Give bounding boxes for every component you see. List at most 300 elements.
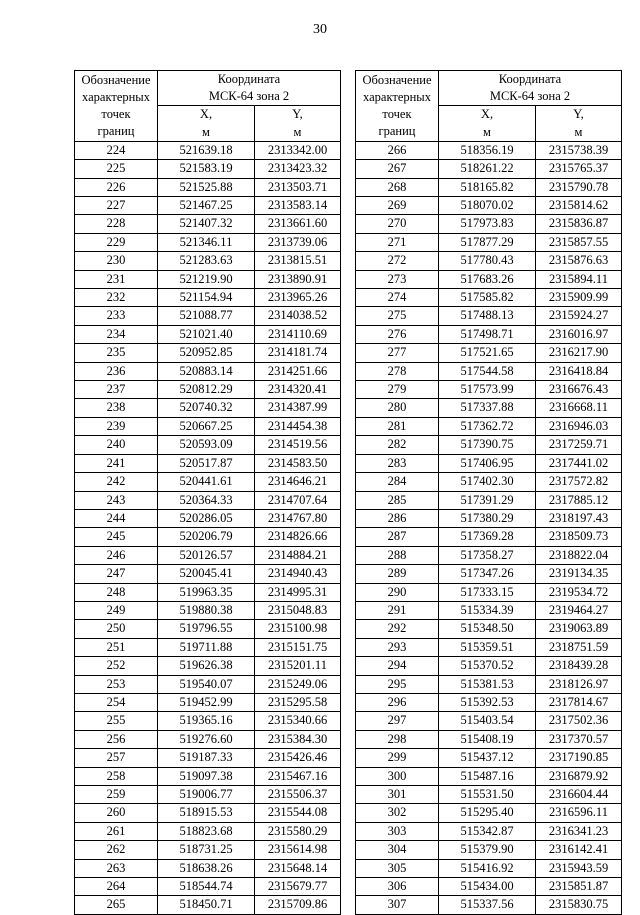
x-coordinate-cell: 517369.28 xyxy=(439,528,536,546)
table-row xyxy=(356,362,622,380)
y-coordinate-cell: 2315614.98 xyxy=(255,841,341,859)
table-row xyxy=(75,675,341,693)
x-coordinate-cell: 515392.53 xyxy=(439,693,536,711)
table-row xyxy=(356,528,622,546)
table-row xyxy=(356,546,622,564)
x-coordinate-cell: 521346.11 xyxy=(158,233,255,251)
table-row xyxy=(75,841,341,859)
header-y: Y, xyxy=(536,106,622,124)
y-coordinate-cell: 2315506.37 xyxy=(255,786,341,804)
table-row xyxy=(356,565,622,583)
point-id-cell: 282 xyxy=(356,436,439,454)
header-x: X, xyxy=(158,106,255,124)
table-row xyxy=(75,767,341,785)
table-row xyxy=(75,362,341,380)
y-coordinate-cell: 2318509.73 xyxy=(536,528,622,546)
point-id-cell: 257 xyxy=(75,749,158,767)
table-row xyxy=(75,712,341,730)
x-coordinate-cell: 517573.99 xyxy=(439,381,536,399)
table-row xyxy=(356,675,622,693)
point-id-cell: 234 xyxy=(75,325,158,343)
point-id-cell: 301 xyxy=(356,786,439,804)
x-coordinate-cell: 517333.15 xyxy=(439,583,536,601)
table-row xyxy=(75,325,341,343)
x-coordinate-cell: 517402.30 xyxy=(439,473,536,491)
point-id-cell: 247 xyxy=(75,565,158,583)
table-row xyxy=(356,841,622,859)
y-coordinate-cell: 2314583.50 xyxy=(255,454,341,472)
point-id-cell: 306 xyxy=(356,878,439,896)
header-coordinate: Координата МСК-64 зона 2 xyxy=(439,71,622,106)
point-id-cell: 274 xyxy=(356,289,439,307)
point-id-cell: 228 xyxy=(75,215,158,233)
point-id-cell: 271 xyxy=(356,233,439,251)
table-row xyxy=(75,436,341,454)
table-row xyxy=(75,307,341,325)
y-coordinate-cell: 2319534.72 xyxy=(536,583,622,601)
x-coordinate-cell: 517337.88 xyxy=(439,399,536,417)
x-coordinate-cell: 517362.72 xyxy=(439,417,536,435)
point-id-cell: 252 xyxy=(75,657,158,675)
y-coordinate-cell: 2317814.67 xyxy=(536,693,622,711)
x-coordinate-cell: 518165.82 xyxy=(439,178,536,196)
x-coordinate-cell: 520812.29 xyxy=(158,381,255,399)
y-coordinate-cell: 2315894.11 xyxy=(536,270,622,288)
point-id-cell: 280 xyxy=(356,399,439,417)
y-coordinate-cell: 2315943.59 xyxy=(536,859,622,877)
y-coordinate-cell: 2319063.89 xyxy=(536,620,622,638)
y-coordinate-cell: 2315851.87 xyxy=(536,878,622,896)
x-coordinate-cell: 515416.92 xyxy=(439,859,536,877)
x-coordinate-cell: 515359.51 xyxy=(439,638,536,656)
header-y-unit: м xyxy=(536,123,622,141)
point-id-cell: 238 xyxy=(75,399,158,417)
point-id-cell: 243 xyxy=(75,491,158,509)
table-row xyxy=(75,546,341,564)
table-row xyxy=(356,859,622,877)
y-coordinate-cell: 2315384.30 xyxy=(255,730,341,748)
table-row xyxy=(75,215,341,233)
point-id-cell: 262 xyxy=(75,841,158,859)
header-y-unit: м xyxy=(255,123,341,141)
point-id-cell: 225 xyxy=(75,160,158,178)
x-coordinate-cell: 517544.58 xyxy=(439,362,536,380)
point-id-cell: 229 xyxy=(75,233,158,251)
y-coordinate-cell: 2315909.99 xyxy=(536,289,622,307)
point-id-cell: 258 xyxy=(75,767,158,785)
y-coordinate-cell: 2314995.31 xyxy=(255,583,341,601)
table-row xyxy=(356,381,622,399)
point-id-cell: 281 xyxy=(356,417,439,435)
point-id-cell: 266 xyxy=(356,141,439,159)
table-row xyxy=(75,859,341,877)
x-coordinate-cell: 519963.35 xyxy=(158,583,255,601)
point-id-cell: 297 xyxy=(356,712,439,730)
y-coordinate-cell: 2315151.75 xyxy=(255,638,341,656)
y-coordinate-cell: 2314454.38 xyxy=(255,417,341,435)
x-coordinate-cell: 518823.68 xyxy=(158,822,255,840)
x-coordinate-cell: 517683.26 xyxy=(439,270,536,288)
x-coordinate-cell: 515381.53 xyxy=(439,675,536,693)
x-coordinate-cell: 515342.87 xyxy=(439,822,536,840)
y-coordinate-cell: 2314320.41 xyxy=(255,381,341,399)
y-coordinate-cell: 2313423.32 xyxy=(255,160,341,178)
table-row xyxy=(75,804,341,822)
y-coordinate-cell: 2317502.36 xyxy=(536,712,622,730)
y-coordinate-cell: 2316418.84 xyxy=(536,362,622,380)
x-coordinate-cell: 519276.60 xyxy=(158,730,255,748)
x-coordinate-cell: 515337.56 xyxy=(439,896,536,914)
x-coordinate-cell: 520667.25 xyxy=(158,417,255,435)
y-coordinate-cell: 2314110.69 xyxy=(255,325,341,343)
point-id-cell: 302 xyxy=(356,804,439,822)
table-row xyxy=(75,509,341,527)
y-coordinate-cell: 2315836.87 xyxy=(536,215,622,233)
header-point-name: Обозначение характерных точек границ xyxy=(356,71,439,142)
table-row xyxy=(75,197,341,215)
y-coordinate-cell: 2315857.55 xyxy=(536,233,622,251)
y-coordinate-cell: 2313661.60 xyxy=(255,215,341,233)
x-coordinate-cell: 518450.71 xyxy=(158,896,255,914)
table-row xyxy=(75,473,341,491)
point-id-cell: 256 xyxy=(75,730,158,748)
x-coordinate-cell: 521154.94 xyxy=(158,289,255,307)
x-coordinate-cell: 521467.25 xyxy=(158,197,255,215)
y-coordinate-cell: 2314884.21 xyxy=(255,546,341,564)
table-row xyxy=(75,878,341,896)
y-coordinate-cell: 2313503.71 xyxy=(255,178,341,196)
x-coordinate-cell: 515334.39 xyxy=(439,601,536,619)
table-row xyxy=(356,197,622,215)
point-id-cell: 226 xyxy=(75,178,158,196)
point-id-cell: 236 xyxy=(75,362,158,380)
header-coordinate: Координата МСК-64 зона 2 xyxy=(158,71,341,106)
table-row xyxy=(75,270,341,288)
x-coordinate-cell: 517380.29 xyxy=(439,509,536,527)
table-row xyxy=(75,454,341,472)
table-row xyxy=(75,417,341,435)
point-id-cell: 290 xyxy=(356,583,439,601)
y-coordinate-cell: 2314826.66 xyxy=(255,528,341,546)
x-coordinate-cell: 520740.32 xyxy=(158,399,255,417)
point-id-cell: 239 xyxy=(75,417,158,435)
x-coordinate-cell: 518356.19 xyxy=(439,141,536,159)
x-coordinate-cell: 520206.79 xyxy=(158,528,255,546)
point-id-cell: 285 xyxy=(356,491,439,509)
y-coordinate-cell: 2319464.27 xyxy=(536,601,622,619)
point-id-cell: 244 xyxy=(75,509,158,527)
y-coordinate-cell: 2315201.11 xyxy=(255,657,341,675)
x-coordinate-cell: 519365.16 xyxy=(158,712,255,730)
x-coordinate-cell: 518638.26 xyxy=(158,859,255,877)
table-row xyxy=(75,620,341,638)
point-id-cell: 264 xyxy=(75,878,158,896)
header-point-name: Обозначение характерных точек границ xyxy=(75,71,158,142)
y-coordinate-cell: 2317190.85 xyxy=(536,749,622,767)
x-coordinate-cell: 515531.50 xyxy=(439,786,536,804)
point-id-cell: 289 xyxy=(356,565,439,583)
coordinates-table-right xyxy=(355,70,622,915)
point-id-cell: 270 xyxy=(356,215,439,233)
table-row xyxy=(75,657,341,675)
x-coordinate-cell: 517358.27 xyxy=(439,546,536,564)
table-row xyxy=(356,270,622,288)
table-row xyxy=(356,601,622,619)
y-coordinate-cell: 2313815.51 xyxy=(255,252,341,270)
y-coordinate-cell: 2317441.02 xyxy=(536,454,622,472)
y-coordinate-cell: 2314940.43 xyxy=(255,565,341,583)
x-coordinate-cell: 520593.09 xyxy=(158,436,255,454)
y-coordinate-cell: 2316676.43 xyxy=(536,381,622,399)
table-row xyxy=(75,638,341,656)
x-coordinate-cell: 518915.53 xyxy=(158,804,255,822)
table-row xyxy=(356,215,622,233)
table-row xyxy=(75,583,341,601)
point-id-cell: 253 xyxy=(75,675,158,693)
table-row xyxy=(356,620,622,638)
point-id-cell: 232 xyxy=(75,289,158,307)
x-coordinate-cell: 517406.95 xyxy=(439,454,536,472)
x-coordinate-cell: 515408.19 xyxy=(439,730,536,748)
table-row xyxy=(75,399,341,417)
y-coordinate-cell: 2315295.58 xyxy=(255,693,341,711)
y-coordinate-cell: 2316879.92 xyxy=(536,767,622,785)
x-coordinate-cell: 519187.33 xyxy=(158,749,255,767)
y-coordinate-cell: 2317572.82 xyxy=(536,473,622,491)
table-row xyxy=(75,693,341,711)
point-id-cell: 259 xyxy=(75,786,158,804)
x-coordinate-cell: 519796.55 xyxy=(158,620,255,638)
point-id-cell: 278 xyxy=(356,362,439,380)
point-id-cell: 242 xyxy=(75,473,158,491)
point-id-cell: 240 xyxy=(75,436,158,454)
point-id-cell: 287 xyxy=(356,528,439,546)
table-row xyxy=(75,601,341,619)
table-row xyxy=(356,491,622,509)
x-coordinate-cell: 521283.63 xyxy=(158,252,255,270)
header-y: Y, xyxy=(255,106,341,124)
header-x-unit: м xyxy=(439,123,536,141)
point-id-cell: 284 xyxy=(356,473,439,491)
x-coordinate-cell: 519452.99 xyxy=(158,693,255,711)
point-id-cell: 263 xyxy=(75,859,158,877)
point-id-cell: 230 xyxy=(75,252,158,270)
x-coordinate-cell: 520883.14 xyxy=(158,362,255,380)
point-id-cell: 233 xyxy=(75,307,158,325)
table-row xyxy=(356,657,622,675)
table-row xyxy=(356,767,622,785)
x-coordinate-cell: 520045.41 xyxy=(158,565,255,583)
x-coordinate-cell: 521639.18 xyxy=(158,141,255,159)
table-row xyxy=(356,436,622,454)
x-coordinate-cell: 521021.40 xyxy=(158,325,255,343)
y-coordinate-cell: 2315648.14 xyxy=(255,859,341,877)
point-id-cell: 300 xyxy=(356,767,439,785)
point-id-cell: 249 xyxy=(75,601,158,619)
point-id-cell: 288 xyxy=(356,546,439,564)
y-coordinate-cell: 2315467.16 xyxy=(255,767,341,785)
x-coordinate-cell: 519097.38 xyxy=(158,767,255,785)
point-id-cell: 293 xyxy=(356,638,439,656)
y-coordinate-cell: 2317370.57 xyxy=(536,730,622,748)
y-coordinate-cell: 2316604.44 xyxy=(536,786,622,804)
coordinates-table-left xyxy=(74,70,341,915)
point-id-cell: 265 xyxy=(75,896,158,914)
x-coordinate-cell: 517498.71 xyxy=(439,325,536,343)
table-row xyxy=(356,878,622,896)
table-row xyxy=(356,417,622,435)
table-row xyxy=(356,289,622,307)
table-row xyxy=(356,325,622,343)
point-id-cell: 269 xyxy=(356,197,439,215)
point-id-cell: 307 xyxy=(356,896,439,914)
point-id-cell: 235 xyxy=(75,344,158,362)
header-x-unit: м xyxy=(158,123,255,141)
point-id-cell: 294 xyxy=(356,657,439,675)
point-id-cell: 291 xyxy=(356,601,439,619)
y-coordinate-cell: 2316217.90 xyxy=(536,344,622,362)
y-coordinate-cell: 2316016.97 xyxy=(536,325,622,343)
table-row xyxy=(356,454,622,472)
point-id-cell: 241 xyxy=(75,454,158,472)
table-row xyxy=(75,528,341,546)
point-id-cell: 299 xyxy=(356,749,439,767)
y-coordinate-cell: 2315340.66 xyxy=(255,712,341,730)
y-coordinate-cell: 2313342.00 xyxy=(255,141,341,159)
y-coordinate-cell: 2315580.29 xyxy=(255,822,341,840)
table-row xyxy=(75,233,341,251)
y-coordinate-cell: 2316668.11 xyxy=(536,399,622,417)
point-id-cell: 303 xyxy=(356,822,439,840)
y-coordinate-cell: 2315048.83 xyxy=(255,601,341,619)
x-coordinate-cell: 515434.00 xyxy=(439,878,536,896)
x-coordinate-cell: 519880.38 xyxy=(158,601,255,619)
x-coordinate-cell: 521583.19 xyxy=(158,160,255,178)
x-coordinate-cell: 517877.29 xyxy=(439,233,536,251)
y-coordinate-cell: 2313583.14 xyxy=(255,197,341,215)
x-coordinate-cell: 517585.82 xyxy=(439,289,536,307)
table-row xyxy=(75,822,341,840)
table-row xyxy=(356,252,622,270)
point-id-cell: 277 xyxy=(356,344,439,362)
point-id-cell: 224 xyxy=(75,141,158,159)
y-coordinate-cell: 2315790.78 xyxy=(536,178,622,196)
y-coordinate-cell: 2318126.97 xyxy=(536,675,622,693)
x-coordinate-cell: 515348.50 xyxy=(439,620,536,638)
table-row xyxy=(75,289,341,307)
x-coordinate-cell: 520364.33 xyxy=(158,491,255,509)
table-row xyxy=(75,786,341,804)
point-id-cell: 246 xyxy=(75,546,158,564)
table-row xyxy=(75,565,341,583)
y-coordinate-cell: 2314387.99 xyxy=(255,399,341,417)
table-row xyxy=(356,896,622,914)
x-coordinate-cell: 517780.43 xyxy=(439,252,536,270)
table-row xyxy=(356,749,622,767)
x-coordinate-cell: 518261.22 xyxy=(439,160,536,178)
x-coordinate-cell: 515379.90 xyxy=(439,841,536,859)
x-coordinate-cell: 521407.32 xyxy=(158,215,255,233)
page-number: 30 xyxy=(313,22,327,37)
point-id-cell: 248 xyxy=(75,583,158,601)
x-coordinate-cell: 515437.12 xyxy=(439,749,536,767)
y-coordinate-cell: 2314519.56 xyxy=(255,436,341,454)
table-row xyxy=(356,822,622,840)
point-id-cell: 255 xyxy=(75,712,158,730)
x-coordinate-cell: 518544.74 xyxy=(158,878,255,896)
point-id-cell: 298 xyxy=(356,730,439,748)
table-row xyxy=(356,712,622,730)
y-coordinate-cell: 2314646.21 xyxy=(255,473,341,491)
y-coordinate-cell: 2313739.06 xyxy=(255,233,341,251)
x-coordinate-cell: 517521.65 xyxy=(439,344,536,362)
table-row xyxy=(356,307,622,325)
point-id-cell: 283 xyxy=(356,454,439,472)
table-row xyxy=(75,896,341,914)
y-coordinate-cell: 2315830.75 xyxy=(536,896,622,914)
point-id-cell: 304 xyxy=(356,841,439,859)
point-id-cell: 279 xyxy=(356,381,439,399)
header-x: X, xyxy=(439,106,536,124)
x-coordinate-cell: 520952.85 xyxy=(158,344,255,362)
table-row xyxy=(356,344,622,362)
point-id-cell: 231 xyxy=(75,270,158,288)
point-id-cell: 305 xyxy=(356,859,439,877)
point-id-cell: 254 xyxy=(75,693,158,711)
x-coordinate-cell: 517390.75 xyxy=(439,436,536,454)
point-id-cell: 250 xyxy=(75,620,158,638)
y-coordinate-cell: 2317259.71 xyxy=(536,436,622,454)
x-coordinate-cell: 515295.40 xyxy=(439,804,536,822)
y-coordinate-cell: 2314181.74 xyxy=(255,344,341,362)
x-coordinate-cell: 517391.29 xyxy=(439,491,536,509)
table-row xyxy=(75,749,341,767)
y-coordinate-cell: 2315765.37 xyxy=(536,160,622,178)
point-id-cell: 292 xyxy=(356,620,439,638)
table-row xyxy=(356,786,622,804)
point-id-cell: 227 xyxy=(75,197,158,215)
table-row xyxy=(356,583,622,601)
x-coordinate-cell: 519626.38 xyxy=(158,657,255,675)
point-id-cell: 267 xyxy=(356,160,439,178)
y-coordinate-cell: 2318822.04 xyxy=(536,546,622,564)
y-coordinate-cell: 2316946.03 xyxy=(536,417,622,435)
table-row xyxy=(356,473,622,491)
point-id-cell: 272 xyxy=(356,252,439,270)
y-coordinate-cell: 2315814.62 xyxy=(536,197,622,215)
x-coordinate-cell: 518731.25 xyxy=(158,841,255,859)
table-row xyxy=(75,178,341,196)
x-coordinate-cell: 519006.77 xyxy=(158,786,255,804)
table-row xyxy=(356,509,622,527)
table-row xyxy=(75,730,341,748)
x-coordinate-cell: 515403.54 xyxy=(439,712,536,730)
x-coordinate-cell: 519540.07 xyxy=(158,675,255,693)
table-row xyxy=(75,344,341,362)
x-coordinate-cell: 519711.88 xyxy=(158,638,255,656)
y-coordinate-cell: 2315876.63 xyxy=(536,252,622,270)
table-row xyxy=(356,160,622,178)
x-coordinate-cell: 517488.13 xyxy=(439,307,536,325)
table-row xyxy=(75,141,341,159)
table-row xyxy=(356,399,622,417)
y-coordinate-cell: 2314251.66 xyxy=(255,362,341,380)
point-id-cell: 276 xyxy=(356,325,439,343)
y-coordinate-cell: 2315924.27 xyxy=(536,307,622,325)
point-id-cell: 260 xyxy=(75,804,158,822)
table-row xyxy=(75,160,341,178)
point-id-cell: 268 xyxy=(356,178,439,196)
